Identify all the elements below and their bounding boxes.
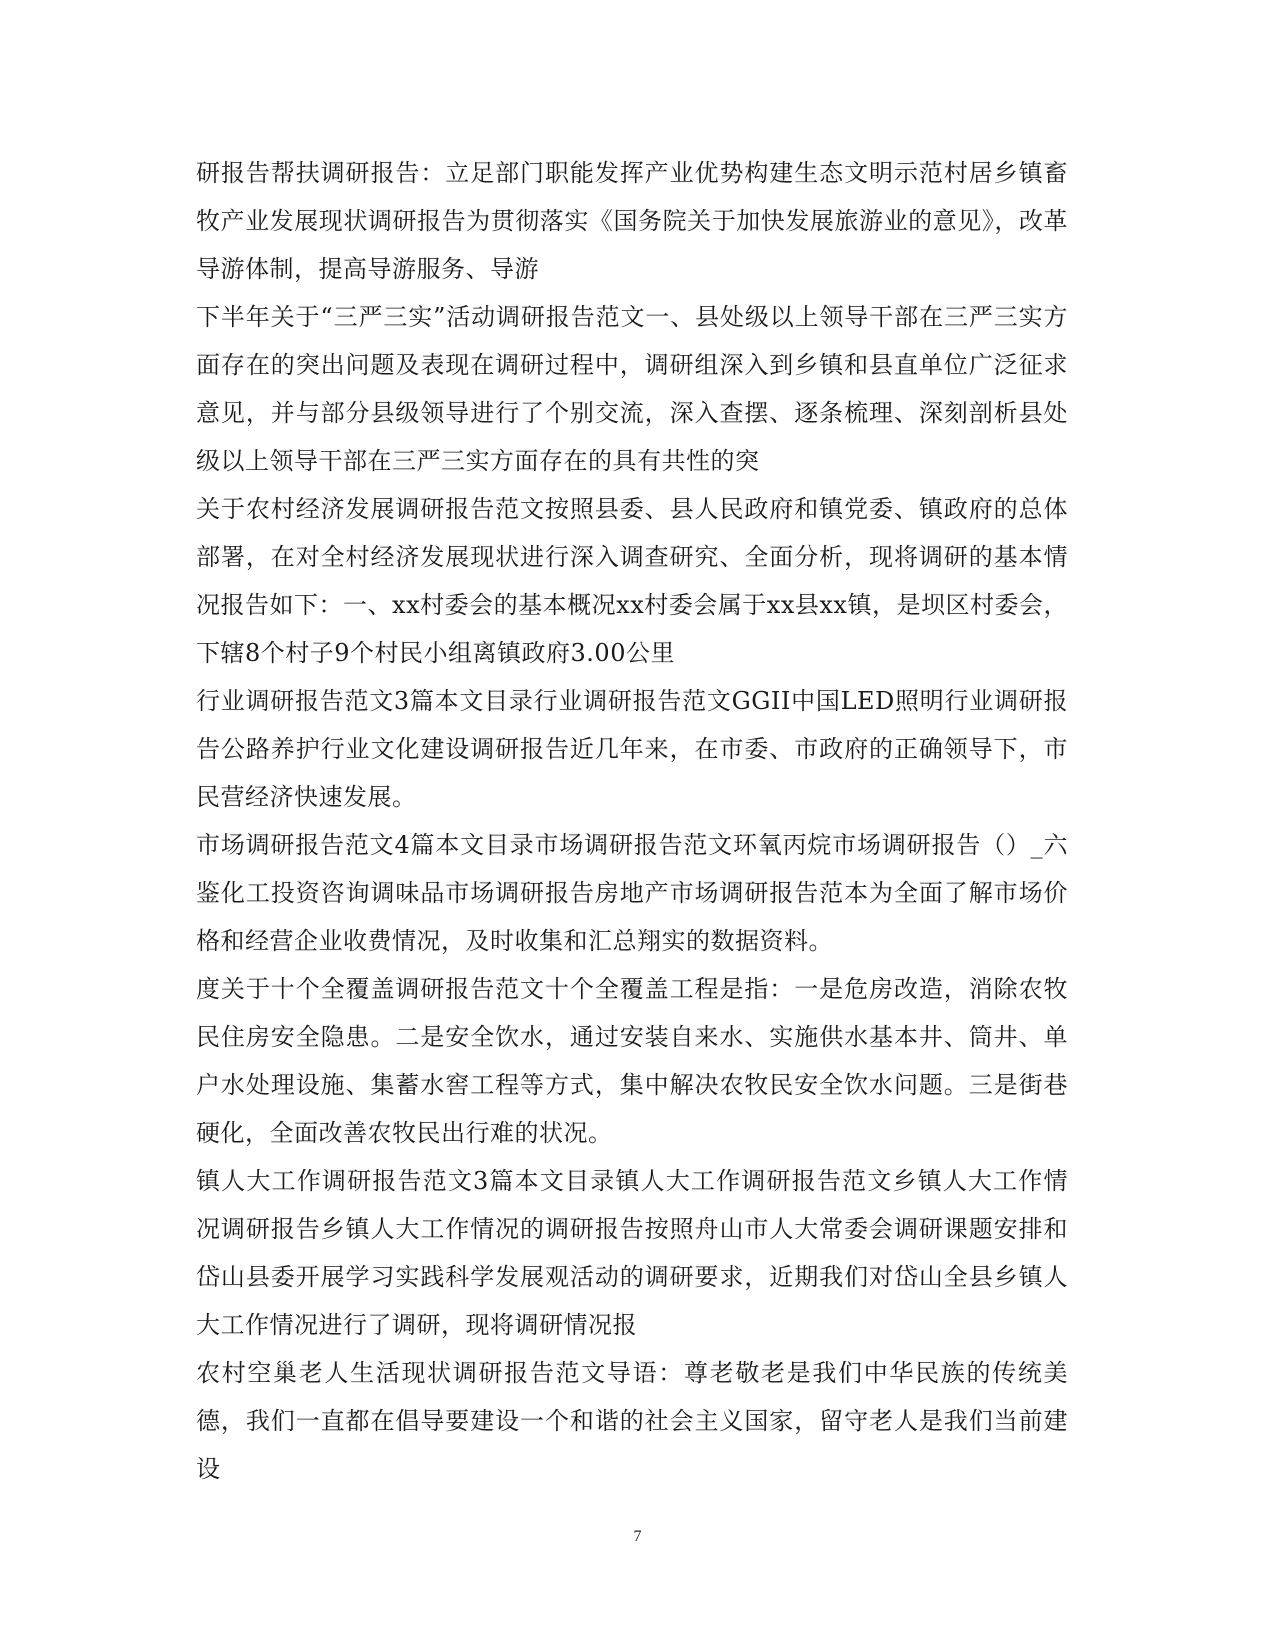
paragraph-2: 下半年关于“三严三实”活动调研报告范文一、县处级以上领导干部在三严三实方面存在的突出问题及表现在调研过程中，调研组深入到乡镇和县直单位广泛征求意见，并与部分县级领导进行了个别交流，深入查摆、逐条梳理、深刻剖析县处级以上领导干部在三严三实方面存在的具有共性的突 — [196, 303, 1068, 475]
paragraph-3: 关于农村经济发展调研报告范文按照县委、县人民政府和镇党委、镇政府的总体部署，在对全村经济发展现状进行深入调查研究、全面分析，现将调研的基本情况报告如下：一、xx村委会的基本概况xx村委会属于xx县xx镇，是坝区村委会，下辖8个村子9个村民小组离镇政府3.00公里 — [196, 495, 1068, 667]
document-body — [196, 149, 1068, 1493]
paragraph-6: 度关于十个全覆盖调研报告范文十个全覆盖工程是指：一是危房改造，消除农牧民住房安全隐患。二是安全饮水，通过安装自来水、实施供水基本井、筒井、单户水处理设施、集蓄水窖工程等方式，集中解决农牧民安全饮水问题。三是街巷硬化，全面改善农牧民出行难的状况。 — [196, 975, 1068, 1147]
paragraph-8: 农村空巢老人生活现状调研报告范文导语：尊老敬老是我们中华民族的传统美德，我们一直都在倡导要建设一个和谐的社会主义国家，留守老人是我们当前建设 — [196, 1359, 1068, 1483]
paragraph-7: 镇人大工作调研报告范文3篇本文目录镇人大工作调研报告范文乡镇人大工作情况调研报告乡镇人大工作情况的调研报告按照舟山市人大常委会调研课题安排和岱山县委开展学习实践科学发展观活动的调研要求，近期我们对岱山全县乡镇人大工作情况进行了调研，现将调研情况报 — [196, 1167, 1068, 1339]
paragraph-1: 研报告帮扶调研报告：立足部门职能发挥产业优势构建生态文明示范村居乡镇畜牧产业发展现状调研报告为贯彻落实《国务院关于加快发展旅游业的意见》，改革导游体制，提高导游服务、导游 — [196, 159, 1068, 283]
page-number: 7 — [633, 1528, 642, 1545]
paragraph-4: 行业调研报告范文3篇本文目录行业调研报告范文GGII中国LED照明行业调研报告公路养护行业文化建设调研报告近几年来，在市委、市政府的正确领导下，市民营经济快速发展。 — [196, 687, 1068, 811]
paragraph-5: 市场调研报告范文4篇本文目录市场调研报告范文环氧丙烷市场调研报告（）_六鉴化工投资咨询调味品市场调研报告房地产市场调研报告范本为全面了解市场价格和经营企业收费情况，及时收集和汇总翔实的数据资料。 — [196, 831, 1068, 955]
